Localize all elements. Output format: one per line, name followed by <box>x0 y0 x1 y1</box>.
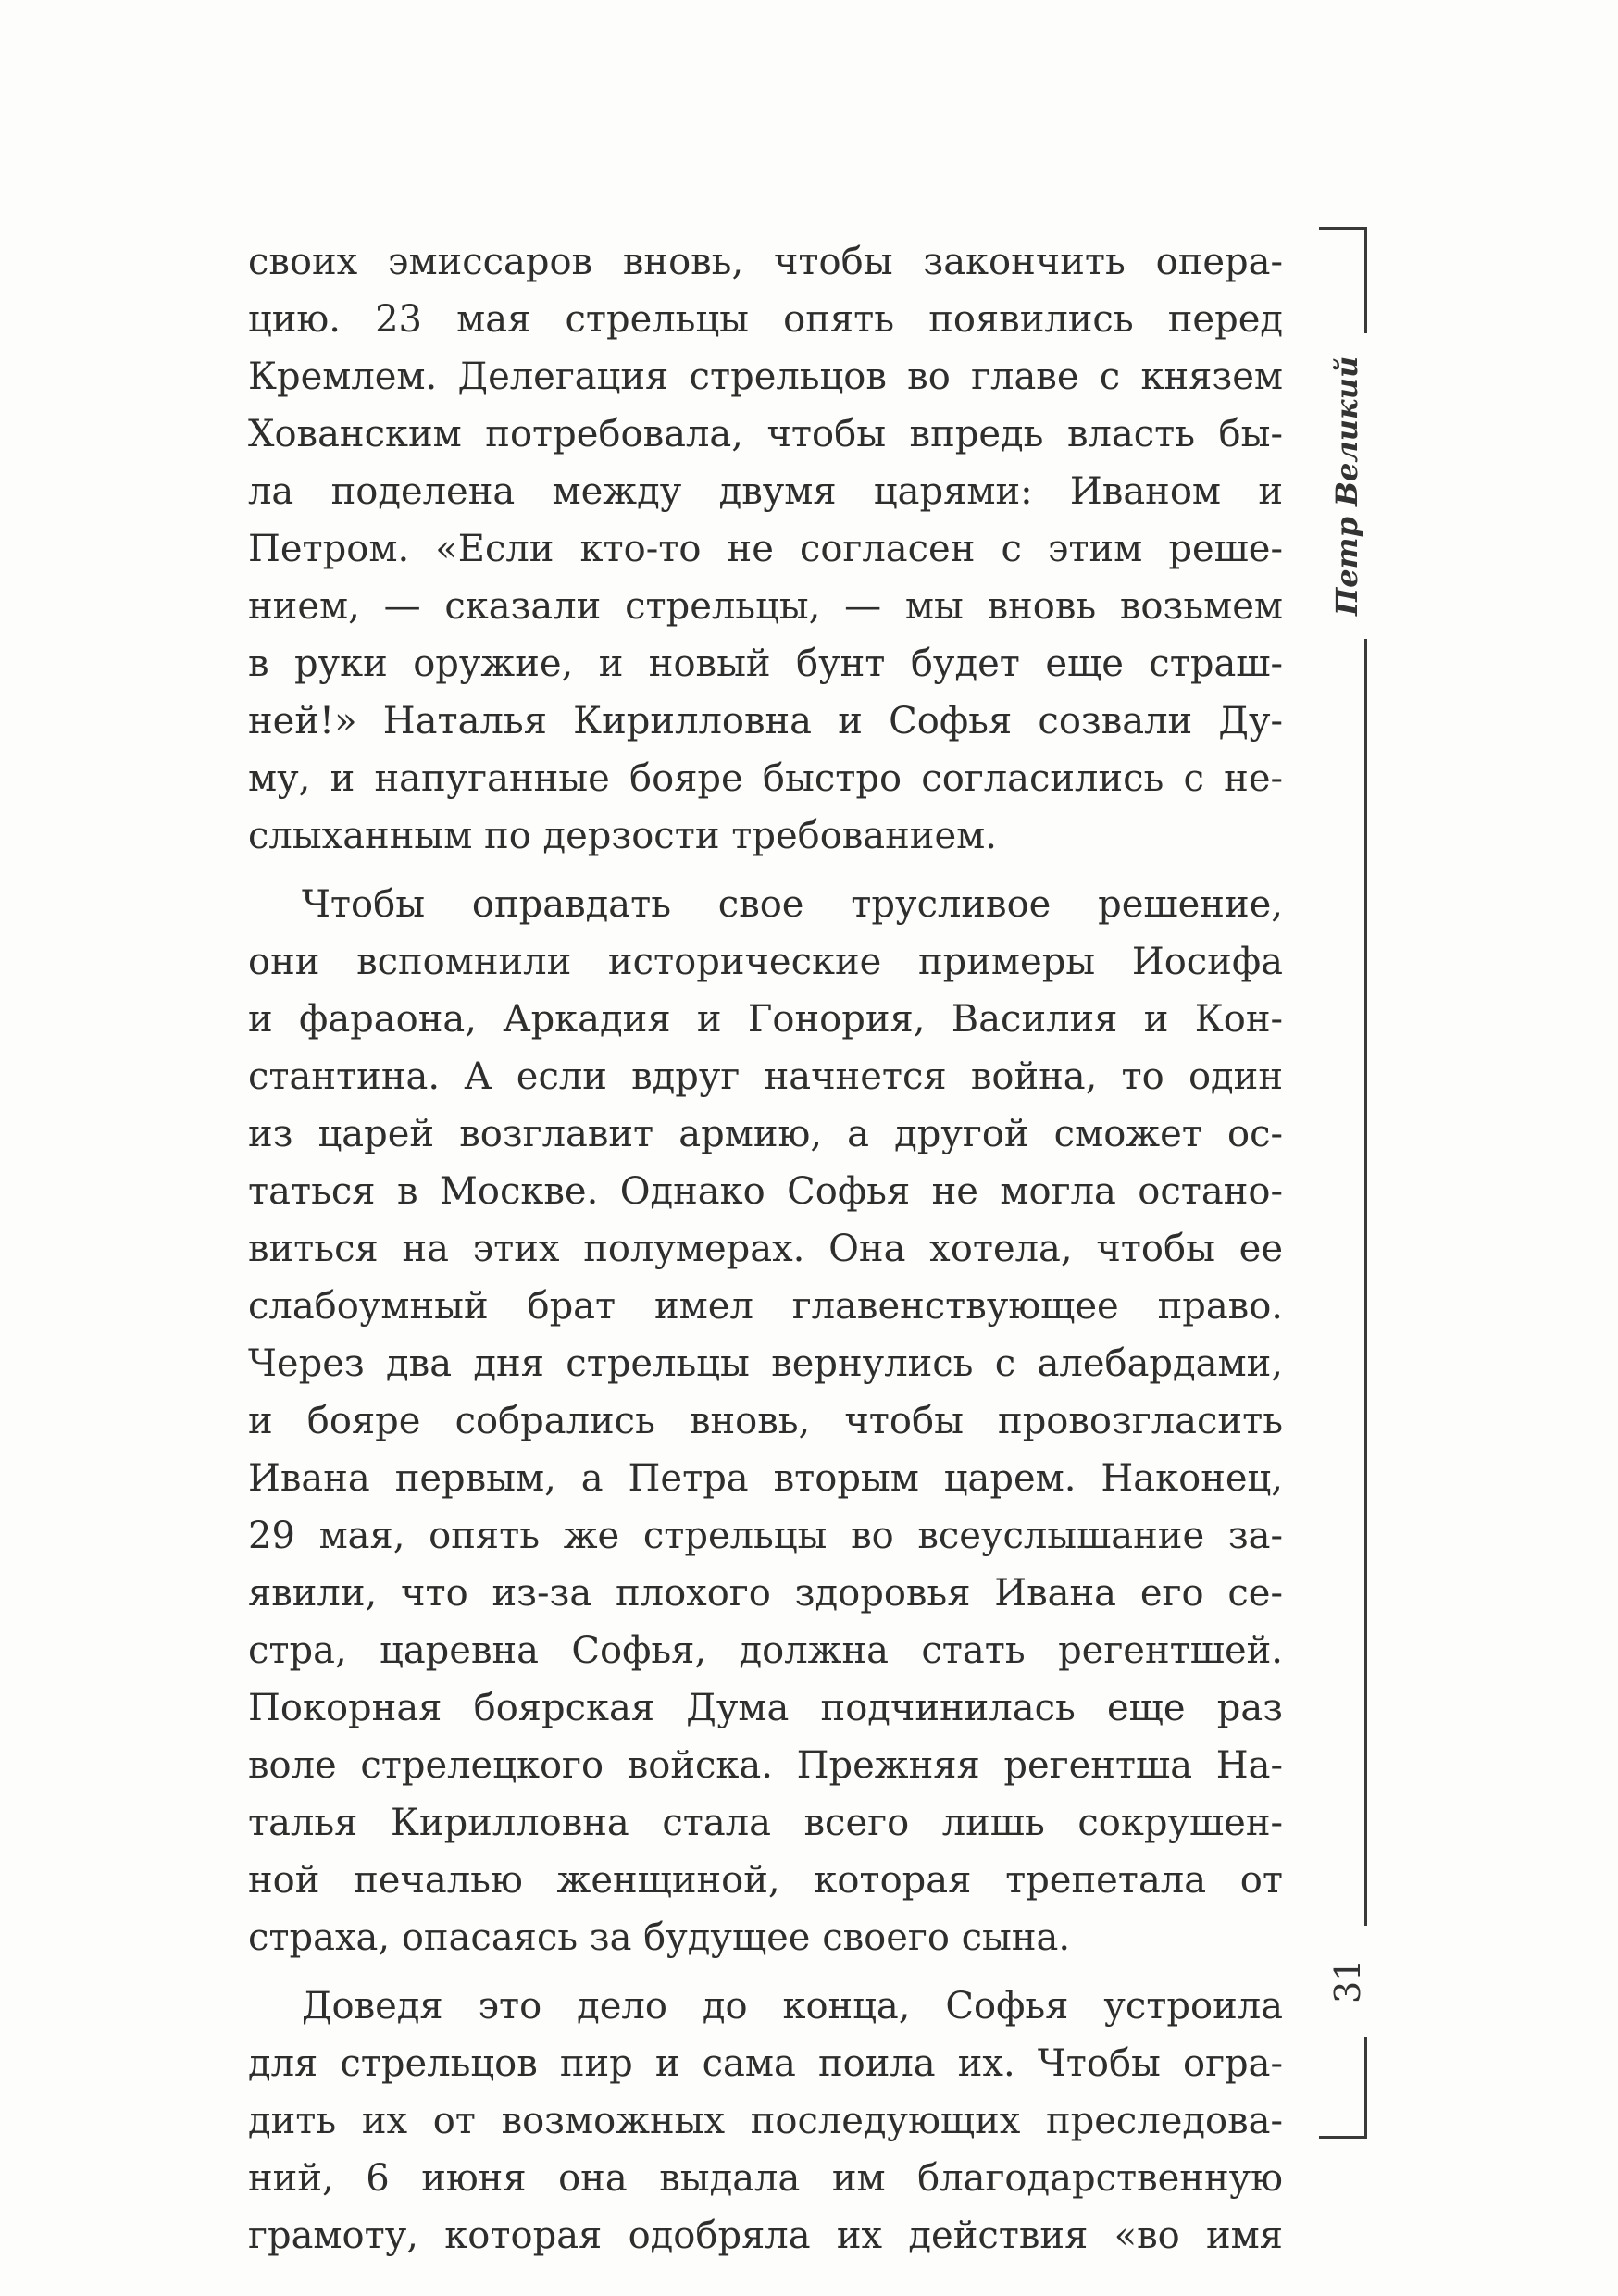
text-line: му, и напуганные бояре быстро согласились с не- <box>248 757 1283 800</box>
text-line: страха, опасаясь за будущее своего сына. <box>248 1916 1071 1959</box>
text-line: слабоумный брат имел главенствующее право. <box>248 1285 1283 1328</box>
text-line: явили, что из-за плохого здоровья Ивана его се- <box>248 1572 1283 1615</box>
text-line: Ивана первым, а Петра вторым царем. Наконец, <box>248 1457 1283 1500</box>
text-line: стантина. А если вдруг начнется война, то один <box>248 1055 1283 1098</box>
text-line: своих эмиссаров вновь, чтобы закончить опера- <box>248 241 1283 283</box>
paragraph-1 <box>248 233 1283 865</box>
text-line: в руки оружие, и новый бунт будет еще страш- <box>248 643 1283 685</box>
margin-rule-top-vertical <box>1364 227 1367 333</box>
text-line: стра, царевна Софья, должна стать регентшей. <box>248 1629 1283 1672</box>
text-line: Покорная боярская Дума подчинилась еще раз <box>248 1687 1283 1729</box>
page-number: 31 <box>1327 1958 1368 2004</box>
text-line: и бояре собрались вновь, чтобы провозгласить <box>248 1400 1283 1442</box>
text-line: ний, 6 июня она выдала им благодарственную <box>248 2157 1283 2200</box>
text-line: цию. 23 мая стрельцы опять появились перед <box>248 298 1283 341</box>
text-line: дить их от возможных последующих преследова- <box>248 2100 1283 2142</box>
text-line: грамоту, которая одобряла их действия «во имя <box>248 2215 1283 2257</box>
margin-rule-top-horizontal <box>1319 227 1367 230</box>
text-line: нием, — сказали стрельцы, — мы вновь возьмем <box>248 585 1283 628</box>
text-column <box>248 233 1283 2276</box>
text-line: Через два дня стрельцы вернулись с алебардами, <box>248 1342 1283 1385</box>
text-line: ней!» Наталья Кирилловна и Софья созвали Ду- <box>248 700 1283 742</box>
paragraph-3 <box>248 1978 1283 2265</box>
text-line: они вспомнили исторические примеры Иосифа <box>248 941 1283 983</box>
margin-rule-middle-vertical <box>1364 639 1367 1926</box>
text-line: слыханным по дерзости требованием. <box>248 815 997 857</box>
text-line: для стрельцов пир и сама поила их. Чтобы огра- <box>248 2042 1283 2085</box>
text-line: таться в Москве. Однако Софья не могла остано- <box>248 1170 1283 1213</box>
text-line: Петром. «Если кто-то не согласен с этим реше- <box>248 528 1283 570</box>
text-line: Доведя это дело до конца, Софья устроила <box>302 1985 1283 2028</box>
text-line: из царей возглавит армию, а другой сможет ос- <box>248 1113 1283 1155</box>
text-line: 29 мая, опять же стрельцы во всеуслышание за- <box>248 1515 1283 1557</box>
text-line: виться на этих полумерах. Она хотела, чтобы ее <box>248 1228 1283 1270</box>
running-title: Петр Великий <box>1329 356 1364 617</box>
margin-rule-bottom-vertical <box>1364 2037 1367 2139</box>
text-line: ной печалью женщиной, которая трепетала от <box>248 1859 1283 1902</box>
paragraph-2 <box>248 876 1283 1966</box>
text-line: воле стрелецкого войска. Прежняя регентша На- <box>248 1744 1283 1787</box>
text-line: Кремлем. Делегация стрельцов во главе с князем <box>248 356 1283 398</box>
margin-rule-bottom-horizontal <box>1319 2136 1367 2139</box>
text-line: талья Кирилловна стала всего лишь сокрушен- <box>248 1802 1283 1844</box>
text-line: ла поделена между двумя царями: Иваном и <box>248 470 1283 513</box>
text-line: Хованским потребовала, чтобы впредь власть бы- <box>248 413 1283 455</box>
text-line: Чтобы оправдать свое трусливое решение, <box>302 883 1283 926</box>
text-line: и фараона, Аркадия и Гонория, Василия и Кон- <box>248 998 1283 1041</box>
